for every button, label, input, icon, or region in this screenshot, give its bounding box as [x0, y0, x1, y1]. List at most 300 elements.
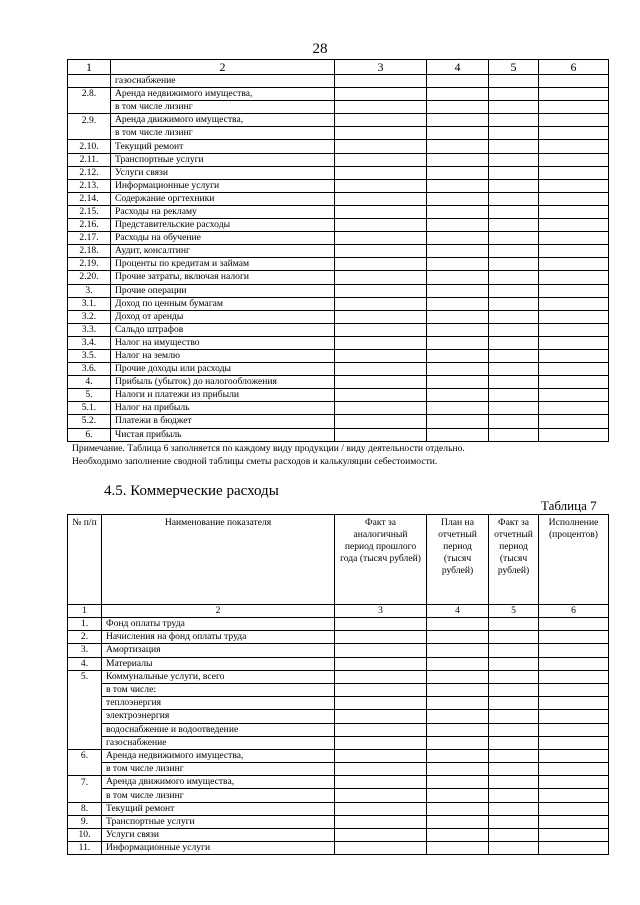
value-cell — [539, 776, 609, 789]
note-line-1: Примечание. Таблица 6 заполняется по каждому виду продукции / виду деятельности отдельно. — [72, 443, 465, 454]
col-header-6: Исполнение (процентов) — [539, 515, 609, 605]
table-row — [68, 166, 609, 179]
row-name: Платежи в бюджет — [111, 415, 335, 428]
value-cell — [335, 310, 427, 323]
table-row — [68, 697, 609, 710]
row-name: Доход от аренды — [111, 310, 335, 323]
value-cell — [539, 258, 609, 271]
value-cell — [427, 140, 489, 153]
value-cell — [489, 657, 539, 670]
value-cell — [539, 644, 609, 657]
value-cell — [489, 428, 539, 441]
row-name: Прочие затраты, включая налоги — [111, 271, 335, 284]
value-cell — [489, 776, 539, 789]
value-cell — [335, 323, 427, 336]
value-cell — [335, 88, 427, 101]
row-name: Аренда недвижимого имущества, — [102, 749, 335, 762]
value-cell — [427, 258, 489, 271]
value-cell — [489, 127, 539, 140]
row-name: Прочие операции — [111, 284, 335, 297]
row-number — [68, 127, 111, 140]
row-number: 5. — [68, 670, 102, 683]
value-cell — [539, 802, 609, 815]
table-row — [68, 75, 609, 88]
table-row — [68, 683, 609, 696]
value-cell — [489, 88, 539, 101]
table-row — [68, 789, 609, 802]
value-cell — [427, 349, 489, 362]
row-name: Прибыль (убыток) до налогообложения — [111, 376, 335, 389]
row-number — [68, 789, 102, 802]
row-number: 1. — [68, 618, 102, 631]
page-number: 28 — [312, 41, 328, 57]
column-number: 1 — [68, 605, 102, 618]
table-6 — [67, 59, 609, 442]
value-cell — [335, 245, 427, 258]
row-name: Материалы — [102, 657, 335, 670]
value-cell — [427, 389, 489, 402]
value-cell — [427, 245, 489, 258]
value-cell — [489, 415, 539, 428]
value-cell — [539, 179, 609, 192]
value-cell — [427, 657, 489, 670]
value-cell — [539, 363, 609, 376]
row-number: 4. — [68, 657, 102, 670]
value-cell — [539, 683, 609, 696]
row-name: Начисления на фонд оплаты труда — [102, 631, 335, 644]
col-header-4: План на отчетный период (тысяч рублей) — [427, 515, 489, 605]
table-row — [68, 297, 609, 310]
row-number — [68, 75, 111, 88]
value-cell — [335, 284, 427, 297]
row-number — [68, 710, 102, 723]
table-row — [68, 310, 609, 323]
column-number: 4 — [427, 605, 489, 618]
value-cell — [539, 670, 609, 683]
value-cell — [427, 789, 489, 802]
value-cell — [427, 618, 489, 631]
value-cell — [489, 736, 539, 749]
value-cell — [335, 842, 427, 855]
row-number: 2.15. — [68, 205, 111, 218]
value-cell — [489, 205, 539, 218]
value-cell — [335, 683, 427, 696]
table-row — [68, 749, 609, 762]
row-number: 3.6. — [68, 363, 111, 376]
value-cell — [335, 402, 427, 415]
section-title: 4.5. Коммерческие расходы — [104, 483, 279, 499]
value-cell — [335, 376, 427, 389]
value-cell — [427, 179, 489, 192]
row-number — [68, 101, 111, 114]
row-number: 2.19. — [68, 258, 111, 271]
row-number: 2.13. — [68, 179, 111, 192]
row-name: в том числе лизинг — [102, 763, 335, 776]
row-number: 2.17. — [68, 232, 111, 245]
value-cell — [539, 284, 609, 297]
row-number: 2.9. — [68, 114, 111, 127]
col-header-name: Наименование показателя — [102, 515, 335, 605]
value-cell — [335, 763, 427, 776]
value-cell — [539, 232, 609, 245]
value-cell — [489, 192, 539, 205]
value-cell — [539, 219, 609, 232]
table-row — [68, 153, 609, 166]
table-row — [68, 644, 609, 657]
column-number: 6 — [539, 605, 609, 618]
row-number: 3. — [68, 644, 102, 657]
row-number — [68, 736, 102, 749]
value-cell — [489, 697, 539, 710]
table-row — [68, 710, 609, 723]
value-cell — [489, 815, 539, 828]
value-cell — [427, 402, 489, 415]
value-cell — [335, 153, 427, 166]
value-cell — [539, 842, 609, 855]
value-cell — [539, 75, 609, 88]
row-number: 2.12. — [68, 166, 111, 179]
table-6-header-row — [68, 60, 609, 75]
row-number: 3. — [68, 284, 111, 297]
value-cell — [427, 723, 489, 736]
row-number: 3.1. — [68, 297, 111, 310]
table-row — [68, 219, 609, 232]
value-cell — [539, 271, 609, 284]
value-cell — [539, 389, 609, 402]
value-cell — [335, 736, 427, 749]
row-name: электроэнергия — [102, 710, 335, 723]
table-row — [68, 428, 609, 441]
row-name: теплоэнергия — [102, 697, 335, 710]
value-cell — [427, 428, 489, 441]
value-cell — [427, 683, 489, 696]
table-row — [68, 101, 609, 114]
value-cell — [335, 114, 427, 127]
table-row — [68, 618, 609, 631]
value-cell — [489, 618, 539, 631]
table-7-number-row — [68, 605, 609, 618]
table-row — [68, 192, 609, 205]
row-name: газоснабжение — [111, 75, 335, 88]
row-number: 2.16. — [68, 219, 111, 232]
value-cell — [489, 723, 539, 736]
row-number: 2. — [68, 631, 102, 644]
value-cell — [335, 428, 427, 441]
column-number: 2 — [111, 60, 335, 75]
value-cell — [539, 127, 609, 140]
value-cell — [489, 802, 539, 815]
value-cell — [539, 88, 609, 101]
row-name: водоснабжение и водоотведение — [102, 723, 335, 736]
row-number: 5.1. — [68, 402, 111, 415]
value-cell — [489, 166, 539, 179]
column-number: 4 — [427, 60, 489, 75]
value-cell — [539, 336, 609, 349]
row-name: Информационные услуги — [111, 179, 335, 192]
row-name: Прочие доходы или расходы — [111, 363, 335, 376]
value-cell — [427, 192, 489, 205]
value-cell — [427, 323, 489, 336]
column-number: 5 — [489, 605, 539, 618]
value-cell — [489, 631, 539, 644]
value-cell — [427, 697, 489, 710]
table-7 — [67, 514, 609, 855]
value-cell — [427, 336, 489, 349]
value-cell — [335, 697, 427, 710]
value-cell — [427, 114, 489, 127]
column-number: 1 — [68, 60, 111, 75]
value-cell — [335, 802, 427, 815]
row-name: Текущий ремонт — [102, 802, 335, 815]
row-name: Аренда движимого имущества, — [111, 114, 335, 127]
row-name: Налоги и платежи из прибыли — [111, 389, 335, 402]
table-row — [68, 88, 609, 101]
row-number: 2.11. — [68, 153, 111, 166]
value-cell — [489, 297, 539, 310]
value-cell — [489, 710, 539, 723]
value-cell — [489, 179, 539, 192]
value-cell — [335, 815, 427, 828]
value-cell — [539, 349, 609, 362]
value-cell — [489, 114, 539, 127]
row-number: 3.2. — [68, 310, 111, 323]
value-cell — [489, 789, 539, 802]
table-row — [68, 323, 609, 336]
value-cell — [489, 349, 539, 362]
value-cell — [539, 166, 609, 179]
table-row — [68, 402, 609, 415]
value-cell — [489, 644, 539, 657]
row-name: Доход по ценным бумагам — [111, 297, 335, 310]
value-cell — [335, 205, 427, 218]
value-cell — [427, 284, 489, 297]
value-cell — [489, 763, 539, 776]
value-cell — [335, 349, 427, 362]
value-cell — [539, 140, 609, 153]
table-row — [68, 763, 609, 776]
value-cell — [489, 389, 539, 402]
value-cell — [489, 258, 539, 271]
value-cell — [427, 710, 489, 723]
value-cell — [539, 114, 609, 127]
table-row — [68, 736, 609, 749]
row-name: Коммунальные услуги, всего — [102, 670, 335, 683]
value-cell — [427, 205, 489, 218]
value-cell — [335, 829, 427, 842]
value-cell — [489, 153, 539, 166]
value-cell — [335, 363, 427, 376]
table-7-label: Таблица 7 — [541, 498, 597, 513]
value-cell — [335, 749, 427, 762]
value-cell — [539, 829, 609, 842]
row-number: 9. — [68, 815, 102, 828]
row-number — [68, 763, 102, 776]
value-cell — [335, 101, 427, 114]
row-name: Налог на прибыль — [111, 402, 335, 415]
value-cell — [539, 657, 609, 670]
value-cell — [335, 670, 427, 683]
row-number: 5. — [68, 389, 111, 402]
table-row — [68, 336, 609, 349]
value-cell — [489, 749, 539, 762]
value-cell — [335, 271, 427, 284]
value-cell — [539, 153, 609, 166]
value-cell — [335, 389, 427, 402]
value-cell — [335, 219, 427, 232]
table-row — [68, 376, 609, 389]
value-cell — [427, 376, 489, 389]
table-row — [68, 415, 609, 428]
row-number: 5.2. — [68, 415, 111, 428]
value-cell — [539, 101, 609, 114]
value-cell — [335, 179, 427, 192]
value-cell — [427, 670, 489, 683]
table-row — [68, 140, 609, 153]
value-cell — [489, 336, 539, 349]
value-cell — [539, 402, 609, 415]
value-cell — [489, 683, 539, 696]
value-cell — [539, 749, 609, 762]
value-cell — [335, 710, 427, 723]
value-cell — [489, 140, 539, 153]
value-cell — [427, 232, 489, 245]
row-number: 6. — [68, 428, 111, 441]
column-number: 3 — [335, 605, 427, 618]
value-cell — [427, 101, 489, 114]
value-cell — [489, 402, 539, 415]
value-cell — [539, 789, 609, 802]
value-cell — [427, 297, 489, 310]
value-cell — [427, 815, 489, 828]
value-cell — [335, 192, 427, 205]
row-number — [68, 683, 102, 696]
table-row — [68, 114, 609, 127]
value-cell — [427, 763, 489, 776]
row-name: газоснабжение — [102, 736, 335, 749]
value-cell — [335, 644, 427, 657]
row-name: Представительские расходы — [111, 219, 335, 232]
row-name: Содержание оргтехники — [111, 192, 335, 205]
value-cell — [539, 428, 609, 441]
table-row — [68, 389, 609, 402]
value-cell — [427, 166, 489, 179]
value-cell — [489, 245, 539, 258]
row-name: Чистая прибыль — [111, 428, 335, 441]
row-number: 3.4. — [68, 336, 111, 349]
value-cell — [335, 258, 427, 271]
value-cell — [427, 75, 489, 88]
value-cell — [539, 631, 609, 644]
column-number: 2 — [102, 605, 335, 618]
value-cell — [489, 363, 539, 376]
value-cell — [427, 310, 489, 323]
value-cell — [489, 376, 539, 389]
table-row — [68, 670, 609, 683]
value-cell — [539, 710, 609, 723]
row-name: Аренда недвижимого имущества, — [111, 88, 335, 101]
value-cell — [427, 271, 489, 284]
value-cell — [539, 415, 609, 428]
row-name: Аудит, консалтинг — [111, 245, 335, 258]
column-number: 3 — [335, 60, 427, 75]
row-number: 2.14. — [68, 192, 111, 205]
value-cell — [427, 415, 489, 428]
value-cell — [335, 336, 427, 349]
value-cell — [489, 219, 539, 232]
row-number: 10. — [68, 829, 102, 842]
value-cell — [489, 232, 539, 245]
value-cell — [539, 376, 609, 389]
value-cell — [539, 205, 609, 218]
value-cell — [539, 618, 609, 631]
value-cell — [427, 88, 489, 101]
table-7-header-row — [68, 515, 609, 605]
row-name: Транспортные услуги — [102, 815, 335, 828]
value-cell — [539, 323, 609, 336]
value-cell — [427, 736, 489, 749]
row-name: Информационные услуги — [102, 842, 335, 855]
row-name: Услуги связи — [102, 829, 335, 842]
value-cell — [489, 842, 539, 855]
value-cell — [335, 657, 427, 670]
value-cell — [335, 75, 427, 88]
row-number: 8. — [68, 802, 102, 815]
table-row — [68, 363, 609, 376]
table-row — [68, 631, 609, 644]
row-number: 3.5. — [68, 349, 111, 362]
row-name: Транспортные услуги — [111, 153, 335, 166]
value-cell — [427, 219, 489, 232]
value-cell — [335, 166, 427, 179]
value-cell — [335, 631, 427, 644]
row-name: в том числе лизинг — [111, 101, 335, 114]
column-number: 5 — [489, 60, 539, 75]
row-number: 4. — [68, 376, 111, 389]
row-number — [68, 723, 102, 736]
value-cell — [427, 842, 489, 855]
table-row — [68, 245, 609, 258]
row-number — [68, 697, 102, 710]
note-line-2: Необходимо заполнение сводной таблицы сметы расходов и калькуляции себестоимости. — [72, 456, 438, 467]
value-cell — [427, 631, 489, 644]
row-name: Амортизация — [102, 644, 335, 657]
value-cell — [489, 310, 539, 323]
row-number: 2.8. — [68, 88, 111, 101]
value-cell — [539, 245, 609, 258]
value-cell — [489, 271, 539, 284]
row-name: в том числе лизинг — [102, 789, 335, 802]
row-name: Услуги связи — [111, 166, 335, 179]
table-row — [68, 349, 609, 362]
row-number: 6. — [68, 749, 102, 762]
value-cell — [335, 415, 427, 428]
row-name: Проценты по кредитам и займам — [111, 258, 335, 271]
value-cell — [335, 723, 427, 736]
value-cell — [489, 829, 539, 842]
value-cell — [427, 749, 489, 762]
value-cell — [335, 127, 427, 140]
value-cell — [539, 815, 609, 828]
value-cell — [335, 297, 427, 310]
value-cell — [427, 644, 489, 657]
row-name: Сальдо штрафов — [111, 323, 335, 336]
row-number: 2.10. — [68, 140, 111, 153]
table-row — [68, 776, 609, 789]
row-name: Налог на землю — [111, 349, 335, 362]
col-header-5: Факт за отчетный период (тысяч рублей) — [489, 515, 539, 605]
row-name: Налог на имущество — [111, 336, 335, 349]
row-number: 3.3. — [68, 323, 111, 336]
